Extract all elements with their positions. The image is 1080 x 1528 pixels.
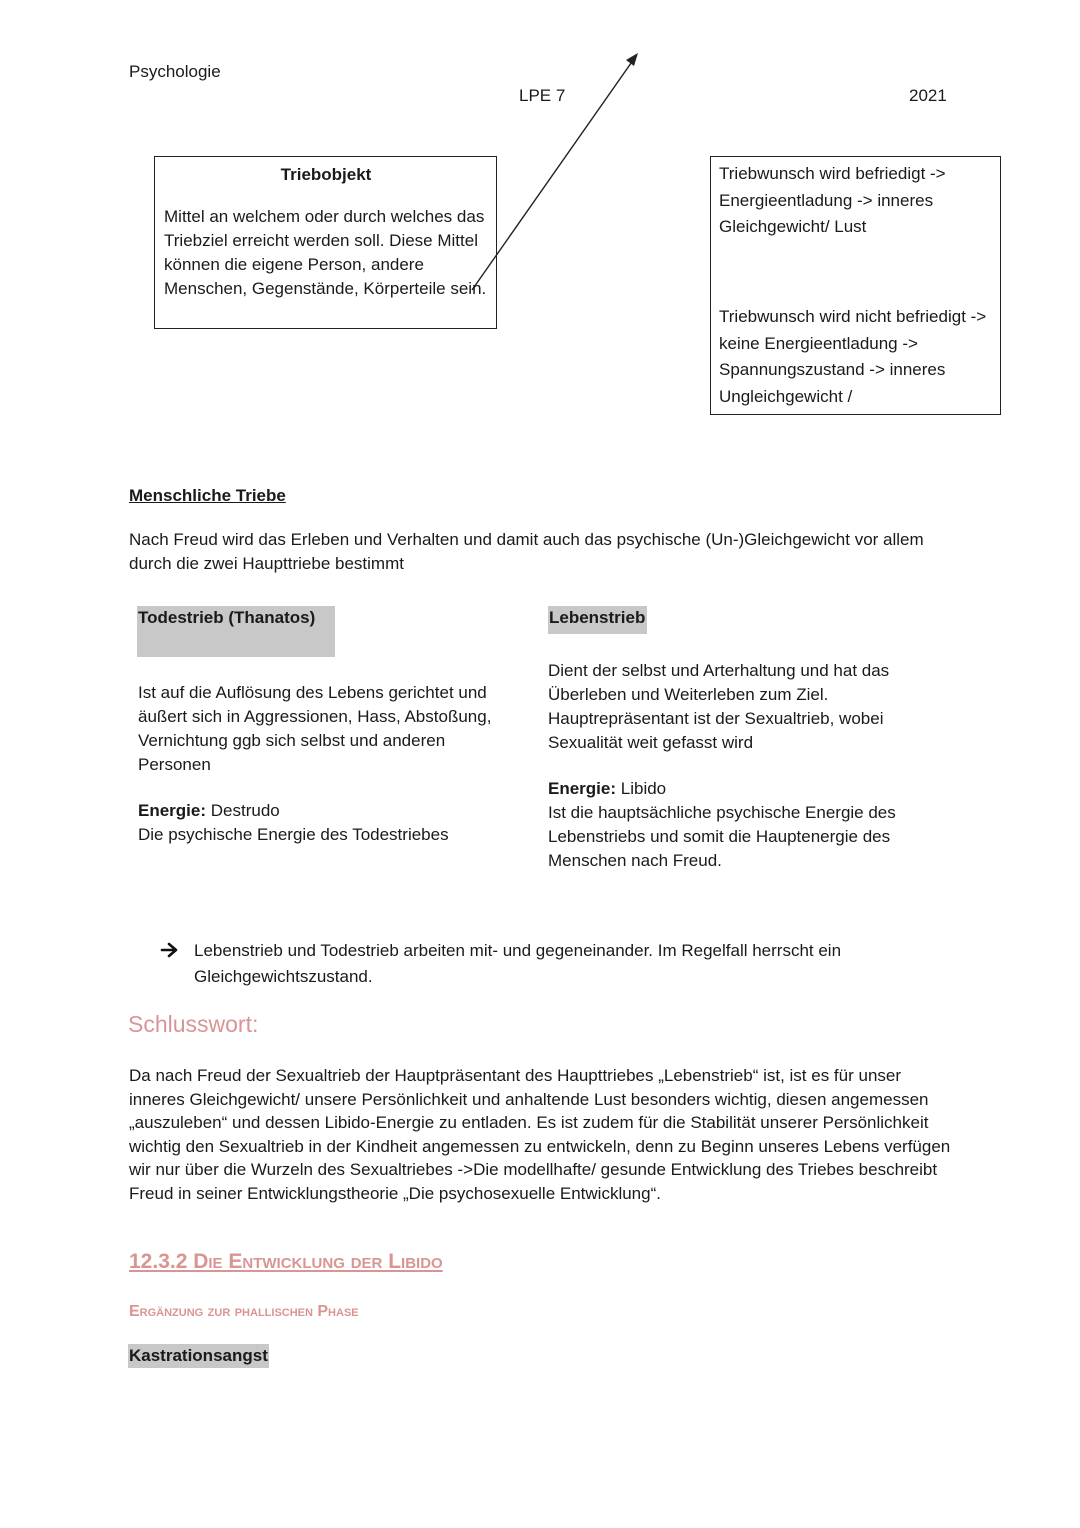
todestrieb-title: Todestrieb (Thanatos) <box>137 606 335 657</box>
conclusion-bullet-text: Lebenstrieb und Todestrieb arbeiten mit- und gegeneinander. Im Regelfall herrscht ein Gleichgewichtszustand. <box>194 941 842 986</box>
schlusswort-heading: Schlusswort: <box>128 1011 259 1037</box>
bullet-arrow-icon <box>160 938 180 969</box>
section-heading-menschliche-triebe: Menschliche Triebe <box>129 486 286 505</box>
outcome-satisfied: Triebwunsch wird befriedigt -> Energieentladung -> inneres Gleichgewicht/ Lust <box>719 164 946 236</box>
triebobjekt-box <box>154 156 497 329</box>
triebobjekt-text: Mittel an welchem oder durch welches das Triebziel erreicht werden soll. Diese Mittel können die eigene Person, andere Menschen, Gegenstände, Körperteile sein. <box>164 207 487 298</box>
todestrieb-energy-value: Destrudo <box>206 801 280 820</box>
todestrieb-energy-label: Energie: <box>138 801 207 820</box>
todestrieb-energy <box>138 799 518 847</box>
section-subtitle: Ergänzung zur phallischen Phase <box>129 1303 359 1320</box>
header-unit: LPE 7 <box>519 86 566 105</box>
schlusswort-text: Da nach Freud der Sexualtrieb der Hauptpräsentant des Haupttriebes „Lebenstrieb“ ist, ist es für unser inneres Gleichgewicht/ unsere Persönlichkeit und anhaltende Lust besonders wichtig, diesen angemessen „auszuleben“ und dessen Libido-Energie zu entladen. Es ist zudem für die Stabilität unserer Persönlichkeit wichtig den Sexualtrieb in der Kindheit angemessen zu entwickeln, denn zu Beginn unseres Lebens verfügen wir nur über die Wurzeln des Sexualtriebes ->Die modellhafte/ gesunde Entwicklung des Triebes beschreibt Freud in seiner Entwicklungstheorie „Die psychosexuelle Entwicklung“. <box>129 1066 951 1203</box>
header-year: 2021 <box>909 86 947 105</box>
todestrieb-text: Ist auf die Auflösung des Lebens gerichtet und äußert sich in Aggressionen, Hass, Abstoßung, Vernichtung ggb sich selbst und anderen Personen <box>138 683 492 774</box>
lebenstrieb-text: Dient der selbst und Arterhaltung und hat das Überleben und Weiterleben zum Ziel. Hauptrepräsentant ist der Sexualtrieb, wobei Sexualität weit gefasst wird <box>548 661 890 752</box>
lebenstrieb-energy-label: Energie: <box>548 779 617 798</box>
lebenstrieb-energy <box>548 777 928 873</box>
lebenstrieb-title: Lebenstrieb <box>548 606 647 634</box>
outcome-box <box>710 156 1001 415</box>
outcome-unsatisfied: Triebwunsch wird nicht befriedigt -> keine Energieentladung -> Spannungszustand -> inneres Ungleichgewicht / <box>719 307 987 406</box>
triebobjekt-title: Triebobjekt <box>280 165 372 184</box>
lebenstrieb-energy-value: Libido <box>616 779 667 798</box>
lebenstrieb-energy-desc: Ist die hauptsächliche psychische Energie des Lebenstriebs und somit die Hauptenergie des Menschen nach Freud. <box>548 803 896 870</box>
section-title-libido: 12.3.2 Die Entwicklung der Libido <box>129 1250 443 1273</box>
todestrieb-energy-desc: Die psychische Energie des Todestriebes <box>138 825 449 844</box>
topic-kastrationsangst: Kastrationsangst <box>128 1344 269 1368</box>
header-subject: Psychologie <box>129 62 221 81</box>
menschliche-triebe-intro: Nach Freud wird das Erleben und Verhalten und damit auch das psychische (Un-)Gleichgewicht vor allem durch die zwei Haupttriebe bestimmt <box>129 530 924 573</box>
